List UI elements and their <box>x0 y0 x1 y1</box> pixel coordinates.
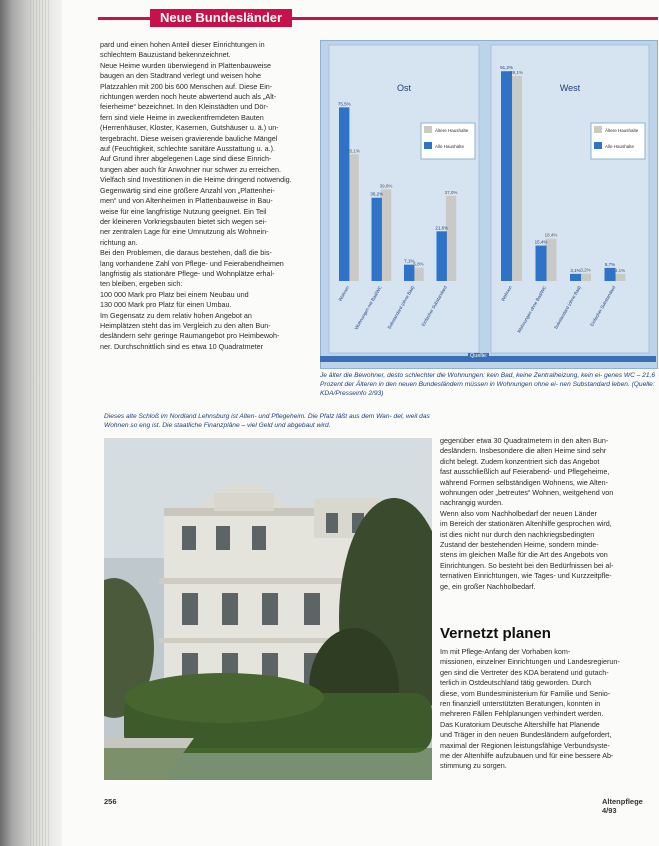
data-label: 15,4% <box>534 239 548 245</box>
bar-aeltere <box>580 274 591 281</box>
data-label: 5,7% <box>604 261 616 267</box>
legend-label: Alle Haushalte <box>435 144 465 149</box>
data-label: 3,1% <box>614 267 626 273</box>
data-label: 75,5% <box>337 101 351 107</box>
bar-aeltere <box>614 274 625 281</box>
photo-caption: Dieses alte Schloß im Nordland Lehnsburg ist Alten- und Pflegeheim. Die Pfalz läßt aus dem Wan- del, weil das Wohnen so eng ist. Die staatliche Finanzpläne – viel Geld und abgebaut wird. <box>104 413 430 429</box>
data-label: 89,1% <box>510 70 523 76</box>
category-label: Substandard (ohne Bad) <box>553 285 582 330</box>
legend-swatch <box>424 142 432 149</box>
chart-panel <box>320 40 658 369</box>
bar-aeltere <box>545 239 556 281</box>
bar-aeltere <box>413 268 423 281</box>
journal-issue: Altenpflege 4/93 <box>602 797 643 815</box>
bar-alle <box>339 107 349 281</box>
data-label: 37,0% <box>444 189 458 195</box>
chart-title: Ost <box>396 83 412 93</box>
chart-caption: Je älter die Bewohner, desto schlechter die Wohnungen: kein Bad, keine Zentralheizung, kein ei- genes WC – 21,6 Prozent der Älteren in den neuen Bundesländern müssen in Wohnungen ohne ei- nen Substandard leben. (Quelle: KDA/Presseinfo 2/93) <box>320 372 656 397</box>
bar-aeltere <box>381 189 391 281</box>
bar-alle <box>437 231 447 281</box>
category-label: Substandard (ohne Bad) <box>386 285 416 330</box>
chart-source-label: Quelle: <box>470 353 488 359</box>
data-label: 3,2% <box>580 267 591 273</box>
bar-alle <box>536 246 547 281</box>
building-photo <box>104 438 432 780</box>
bar-aeltere <box>511 76 522 281</box>
legend-swatch <box>594 142 602 149</box>
section-tab: Neue Bundesländer <box>150 9 292 27</box>
chart-title: West <box>559 83 581 93</box>
data-label: 36,2% <box>370 191 384 197</box>
category-label: Einfacher Substandard <box>589 285 617 328</box>
castle-photo-image <box>104 438 432 780</box>
data-label: 91,2% <box>500 65 513 71</box>
article-column-top: pard und einen hohen Anteil dieser Einrichtungen in schlechtem Bauzustand bekennzeichnet. Neue Heime wurden überwiegend in Plattenbauweise baugen an den Stadtrand verlegt und weisen hohe Platzzahlen mit 200 bis 600 Menschen auf. Diese Ein- richtungen werden noch heute abwertend auch als „Alt- feierheime“ bezeichnet. In den Kleinstädten und Dör- fern sind viele Heime in zweckentfremdeten Bauten (Herrenhäuser, Kloster, Kasernen, Gutshäuser u. ä.) un- tergebracht. Diese weisen gravierende bauliche Mängel auf (Feuchtigkeit, schlechte sanitäre Ausstattung u. a.). Auf Grund ihrer abgelegenen Lage sind diese Einrich- tungen aber auch für Anwohner nur schwer zu erreichen. Vielfach sind Investitionen in die Heime dringend notwendig. Gegenwärtig sind eine größere Anzahl von „Plattenhei- men“ und von Altenheimen in Plattenbauweise in Bau- weise für eine langfristige Nutzung geeignet. Ein Teil der kleineren Vorkriegsbauten bietet sich wegen sei- ner zentralen Lage für eine Umnutzung als Wohnein- richtung an. Bei den Problemen, die daraus bestehen, daß die bis- lang vorhandene Zahl von Pflege- und Feierabendheimen langfristig als stationäre Pflege- und Wohnplätze erhal- ten bleiben, ergeben sich: 100 000 Mark pro Platz bei einem Neubau und 130 000 Mark pro Platz für einen Umbau. Im Gegensatz zu dem relativ hohen Angebot an Heimplätzen steht das im Vergleich zu den alten Bun- desländern sehr geringe Raumangebot pro Heimbewoh- ner. Durchschnittlich sind es etwa 10 Quadratmeter <box>100 40 292 351</box>
bar-aeltere <box>446 196 456 281</box>
legend-swatch <box>424 126 432 133</box>
data-label: 3,1% <box>570 267 581 273</box>
bar-aeltere <box>348 154 358 281</box>
data-label: 5,8% <box>413 261 424 267</box>
data-label: 18,4% <box>544 232 558 238</box>
category-label: Wohnungen mit Bad/WC <box>353 285 383 331</box>
bar-alle <box>372 198 382 281</box>
book-spine-shadow <box>0 0 62 846</box>
bar-chart <box>321 41 657 368</box>
legend-swatch <box>594 126 602 133</box>
article-column-right: gegenüber etwa 30 Quadratmetern in den alten Bun- desländern. Insbesondere die alten Heime sind sehr dicht belegt. Zudem konzentriert sich das Angebot fast ausschließlich auf Feierabend- und Pflegeheime, während Formen selbständigen Wohnens, wie Alten- wohnungen oder „betreutes“ Wohnen, weitgehend von nachrangig wurden. Wenn also vom Nachholbedarf der neuen Länder im Bereich der stationären Altenhilfe gesprochen wird, ist dies nicht nur durch den nachkriegsbedingten Zustand der bestehenden Heime, sondern minde- stens im gleichen Maße für die Art des Angebots von Einrichtungen. So besteht bei den Bedürfnissen bei al- ternativen Einrichtungen, wie Tages- und Kurzzeitpfle- ge, ein großer Nachholbedarf. <box>440 436 614 591</box>
legend-label: Ältere Haushalte <box>605 128 639 133</box>
data-label: 7,1% <box>404 258 415 264</box>
category-label: Einfacher Substandard <box>420 285 448 328</box>
legend-label: Ältere Haushalte <box>435 128 469 133</box>
category-label: Wohnen <box>337 285 351 302</box>
data-label: 55,1% <box>347 148 360 154</box>
bar-alle <box>501 71 512 281</box>
data-label: 39,8% <box>379 183 393 189</box>
article-column-right-2: Im mit Pflege-Anfang der Vorhaben kom- missionen, einzelner Einrichtungen und Landesregierun- gen sind die Vertreter des KDA beratend und gutach- terlich in Ostdeutschland tätig geworden. Durch diese, vom Bundesministerium für Familie und Senio- ren finanziell unterstützten Beratungen, konnten in mehreren Fällen Fehlplanungen verhindert werden. Das Kuratorium Deutsche Altershilfe hat Planende und Träger in den neuen Bundesländern aufgefordert, maximal der Regionen leistungsfähige Verbundsyste- me der Altenhilfe aufzubauen und für eine bessere Ab- stimmung zu sorgen. <box>440 647 620 771</box>
section-heading: Vernetzt planen <box>440 625 551 642</box>
legend-label: Alle Haushalte <box>605 144 635 149</box>
category-label: Wohnungen ohne Bad/WC <box>516 285 548 334</box>
data-label: 21,6% <box>435 225 449 231</box>
page-number: 256 <box>104 797 117 806</box>
bar-alle <box>404 265 414 281</box>
category-label: Wohnen <box>500 285 513 302</box>
bar-alle <box>570 274 581 281</box>
